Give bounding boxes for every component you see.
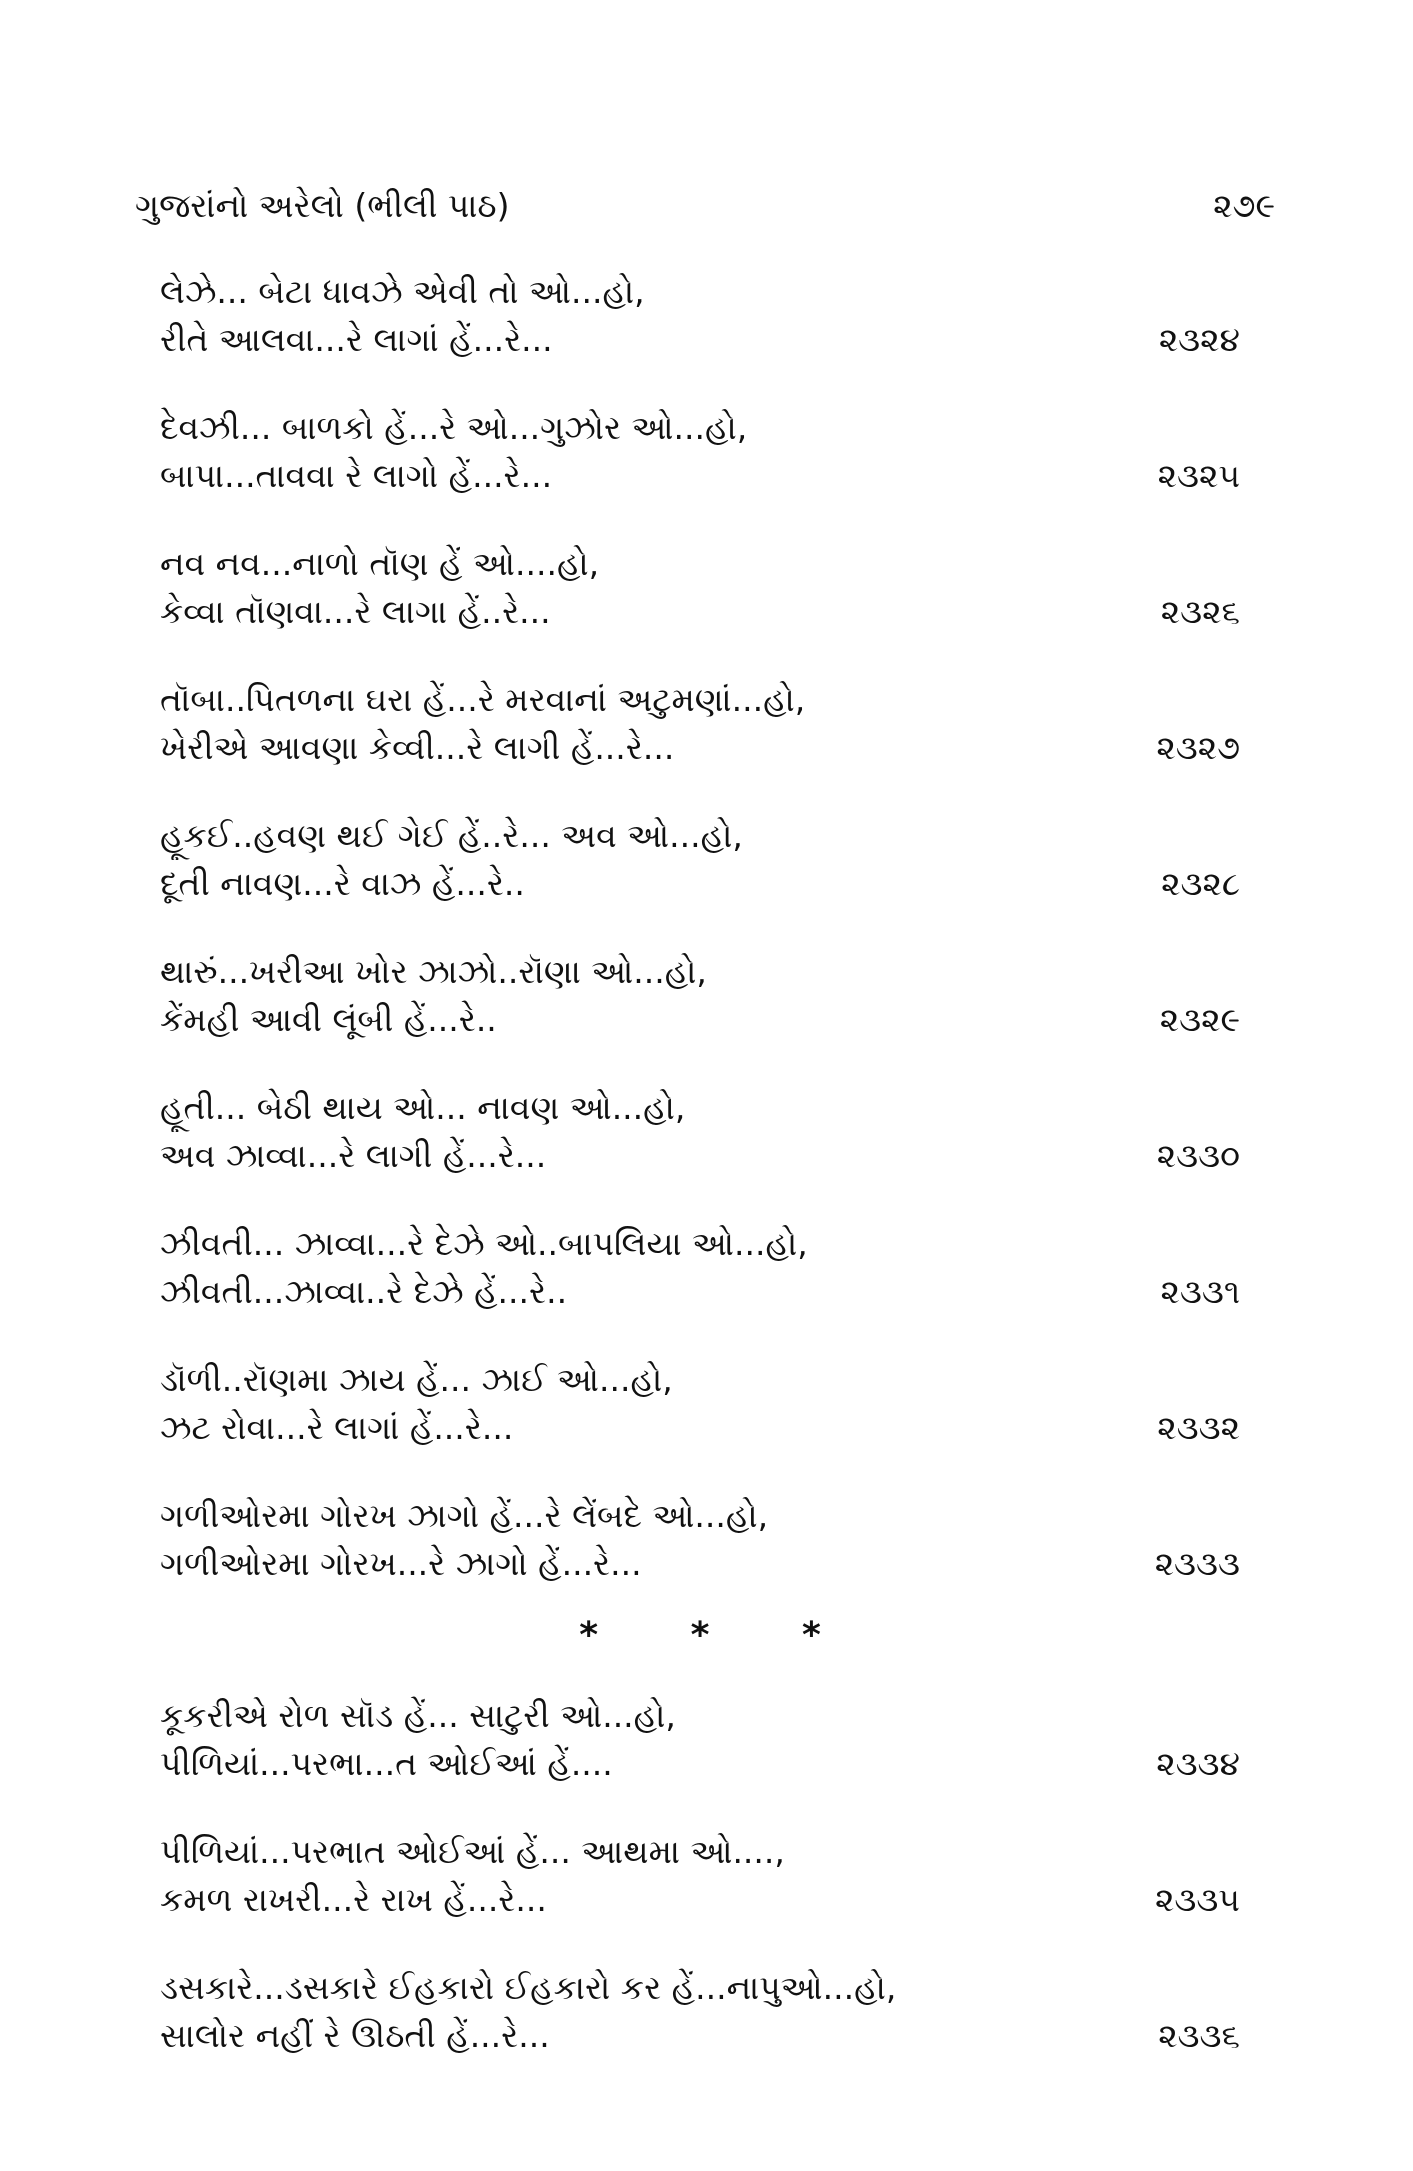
verse-number: ૨૩૨૬ [1160, 592, 1240, 631]
verse-line: ગળીઓરમા ગોરખ ઝાગો હેં...રે લેંબદે ઓ...હો, [160, 1496, 769, 1535]
verse-line: કૂકરીએ રોળ સૉડ હેં... સાટુરી ઓ...હો, [160, 1696, 676, 1735]
verse-line: સાલોર નહીં રે ઊઠતી હેં...રે... [160, 2016, 550, 2055]
stanza-2331 [160, 1220, 1240, 1316]
running-title: ગુજરાંનો અરેલો (ભીલી પાઠ) [135, 186, 510, 225]
stanza-2329 [160, 948, 1240, 1044]
verse-number: ૨૩૩૩ [1154, 1544, 1240, 1583]
verse-number: ૨૩૨૭ [1156, 728, 1240, 767]
page-number: ૨૭૯ [1213, 186, 1275, 225]
verse-line: થારું...ખરીઆ ખોર ઝાઝો..રૉણા ઓ...હો, [160, 952, 707, 991]
stanza-2330 [160, 1084, 1240, 1180]
page-header [135, 180, 1275, 232]
stanza-2332 [160, 1356, 1240, 1452]
stanza-2336 [160, 1964, 1240, 2060]
verse-number: ૨૩૩૪ [1156, 1744, 1240, 1783]
verse-line: તૉબા..પિતળના ઘરા હેં...રે મરવાનાં અટુમણાં...હો, [160, 680, 806, 719]
stanza-2324 [160, 268, 1240, 364]
stanza-2334 [160, 1692, 1240, 1788]
verse-line: ખેરીએ આવણા કેવ્વી...રે લાગી હેં...રે... [160, 728, 675, 767]
verse-line: બાપા...તાવવા રે લાગો હેં...રે... [160, 456, 553, 495]
stanza-2333 [160, 1492, 1240, 1588]
stanza-2327 [160, 676, 1240, 772]
verse-number: ૨૩૨૪ [1158, 320, 1240, 359]
poem-body [160, 268, 1240, 2060]
stanza-2325 [160, 404, 1240, 500]
verse-line: અવ ઝાવ્વા...રે લાગી હેં...રે... [160, 1136, 547, 1175]
verse-number: ૨૩૨૫ [1157, 456, 1240, 495]
verse-number: ૨૩૩૦ [1156, 1136, 1240, 1175]
verse-line: ઝીવતી...ઝાવ્વા..રે દેઝે હેં...રે.. [160, 1272, 568, 1311]
stanza-2326 [160, 540, 1240, 636]
verse-line: પીળિયાં...પરભા...ત ઓઈઆં હેં.... [160, 1744, 613, 1783]
verse-line: હૂકઈ..હવણ થઈ ગેઈ હેં..રે... અવ ઓ...હો, [160, 816, 743, 855]
verse-line: નવ નવ...નાળો તૉણ હેં ઓ....હો, [160, 544, 600, 583]
verse-line: પીળિયાં...પરભાત ઓઈઆં હેં... આથમા ઓ...., [160, 1832, 785, 1871]
verse-line: કેંમહી આવી લૂંબી હેં...રે.. [160, 1000, 497, 1039]
verse-number: ૨૩૩૫ [1154, 1880, 1240, 1919]
verse-number: ૨૩૨૮ [1161, 864, 1240, 903]
verse-line: લેઝે... બેટા ધાવઝે એવી તો ઓ...હો, [160, 272, 645, 311]
verse-line: ઝટ રોવા...રે લાગાં હેં...રે... [160, 1408, 514, 1447]
verse-number: ૨૩૩૬ [1158, 2016, 1240, 2055]
verse-line: રીતે આલવા...રે લાગાં હેં...રે... [160, 320, 553, 359]
stanza-2328 [160, 812, 1240, 908]
verse-line: ડૉળી..રૉણમા ઝાય હેં... ઝાઈ ઓ...હો, [160, 1360, 673, 1399]
section-divider: * * * [579, 1615, 861, 1656]
verse-line: કેવ્વા તૉણવા...રે લાગા હેં..રે... [160, 592, 551, 631]
verse-number: ૨૩૩૨ [1157, 1408, 1240, 1447]
verse-line: ગળીઓરમા ગોરખ...રે ઝાગો હેં...રે... [160, 1544, 642, 1583]
verse-line: હૂતી... બેઠી થાય ઓ... નાવણ ઓ...હો, [160, 1088, 686, 1127]
verse-line: ઝીવતી... ઝાવ્વા...રે દેઝે ઓ..બાપલિયા ઓ...હો, [160, 1224, 808, 1263]
verse-line: દૂતી નાવણ...રે વાઝ હેં...રે.. [160, 864, 525, 903]
verse-number: ૨૩૨૯ [1159, 1000, 1240, 1039]
verse-line: ડસકારે...ડસકારે ઈહકારો ઈહકારો કર હેં...નાપુઓ...હો, [160, 1968, 897, 2007]
verse-line: દેવઝી... બાળકો હેં...રે ઓ...ગુઝોર ઓ...હો, [160, 408, 748, 447]
stanza-2335 [160, 1828, 1240, 1924]
verse-line: કમળ રાખરી...રે રાખ હેં...રે... [160, 1880, 547, 1919]
verse-number: ૨૩૩૧ [1160, 1272, 1240, 1311]
